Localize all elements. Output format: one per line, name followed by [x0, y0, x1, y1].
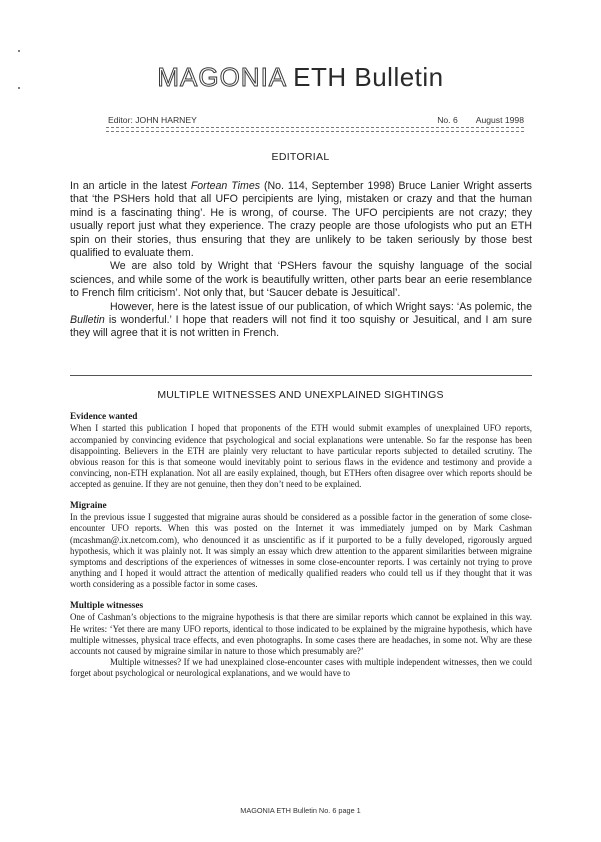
- issue-info: [437, 115, 524, 125]
- publication-title: Bulletin: [70, 314, 105, 327]
- article-heading: MULTIPLE WITNESSES AND UNEXPLAINED SIGHTINGS: [157, 389, 444, 401]
- scan-speck: [18, 50, 20, 52]
- issue-number: No. 6: [437, 115, 458, 125]
- subheading: Evidence wanted: [70, 412, 138, 422]
- editorial-paragraph: We are also told by Wright that ‘PSHers favour the squishy language of the social sciences, and while some of the work is beautifully written, other parts bear an eerie resemblance to French film criticism’. Not only that, but ‘Saucer debate is Jesuitical’.: [70, 260, 532, 300]
- article-body: [70, 412, 532, 679]
- masthead-title: ETH Bulletin: [293, 62, 444, 92]
- header-divider: [106, 127, 524, 128]
- editor-line: [108, 115, 524, 125]
- editorial-paragraph: However, here is the latest issue of our publication, of which Wright says: ‘As polemic, the Bulletin is wonderful.’ I hope that readers will not find it too squishy or Jesuitical, and I am sure they will agree that it is not written in French.: [70, 300, 532, 340]
- article-paragraph: In the previous issue I suggested that migraine auras should be considered as a possible factor in the generation of some close-encounter UFO reports. When this was posted on the Internet it was immediately jumped on by Mark Cashman (mcashman@.ix.netcom.com), who denounced it as unscientific as if it purported to be a fully developed, rigorously argued hypothesis, which it was plainly not. It was simply an essay which drew attention to the apparent similarities between migraine symptoms and descriptions of the experiences of witnesses in some close-encounter reports. I was certainly not trying to prove anything and I hoped it would attract the attention of medically qualified readers who could tell us if they thought that it was worth considering as a possible factor in some cases.: [70, 512, 532, 589]
- masthead: [0, 62, 601, 92]
- subheading: Multiple witnesses: [70, 601, 144, 612]
- editorial-body: [70, 180, 532, 341]
- article-paragraph: Multiple witnesses? If we had unexplained close-encounter cases with multiple independent witnesses, then we could forget about psychological or neurological explanations, and we would have to: [70, 656, 532, 678]
- header-divider: [106, 131, 524, 132]
- editor-credit: Editor: JOHN HARNEY: [108, 115, 197, 125]
- article-paragraph: When I started this publication I hoped that proponents of the ETH would submit examples of unexplained UFO reports, accompanied by convincing evidence that psychological and social explanations were untenable. So far the response has been disappointing. Believers in the ETH are plainly very reluctant to have particular reports subjected to detailed scrutiny. The obvious reason for this is that someone would inevitably point to serious flaws in the evidence and testimony and provide a convincing, non-ETH explanation. Not all are easily explained, though, but ETHers often disagree over which reports should be accepted as genuine. If they are not genuine, then they don’t need to be explained.: [70, 423, 532, 489]
- article-paragraph: One of Cashman’s objections to the migraine hypothesis is that there are similar reports which cannot be explained in this way. He writes: ‘Yet there are many UFO reports, identical to those indicated to be explained by the migraine hypothesis, which have multiple witnesses, physical trace effects, and even photographs. In some cases there are headaches, in some not. Why are these accounts not caused by migraine similar in nature to those which presumably are?’: [70, 612, 532, 656]
- editorial-heading: EDITORIAL: [271, 151, 330, 163]
- masthead-brand: MAGONIA: [157, 62, 288, 92]
- publication-title: Fortean Times: [190, 180, 261, 192]
- page-footer: MAGONIA ETH Bulletin No. 6 page 1: [240, 806, 361, 815]
- section-divider: [70, 375, 532, 376]
- editorial-paragraph: In an article in the latest Fortean Times (No. 114, September 1998) Bruce Lanier Wright asserts that ‘the PSHers hold that all UFO percipients are lying, mistaken or crazy and that the human mind is a fascinating thing’. He is wrong, of course. The UFO percipients are not crazy; they usually report just what they experience. The crazy people are those ufologists who put an ETH spin on their stories, thus ensuring that they are unlikely to be taken seriously by those best qualified to evaluate them.: [70, 180, 532, 260]
- subheading: Migraine: [70, 500, 107, 511]
- issue-date: August 1998: [475, 115, 524, 125]
